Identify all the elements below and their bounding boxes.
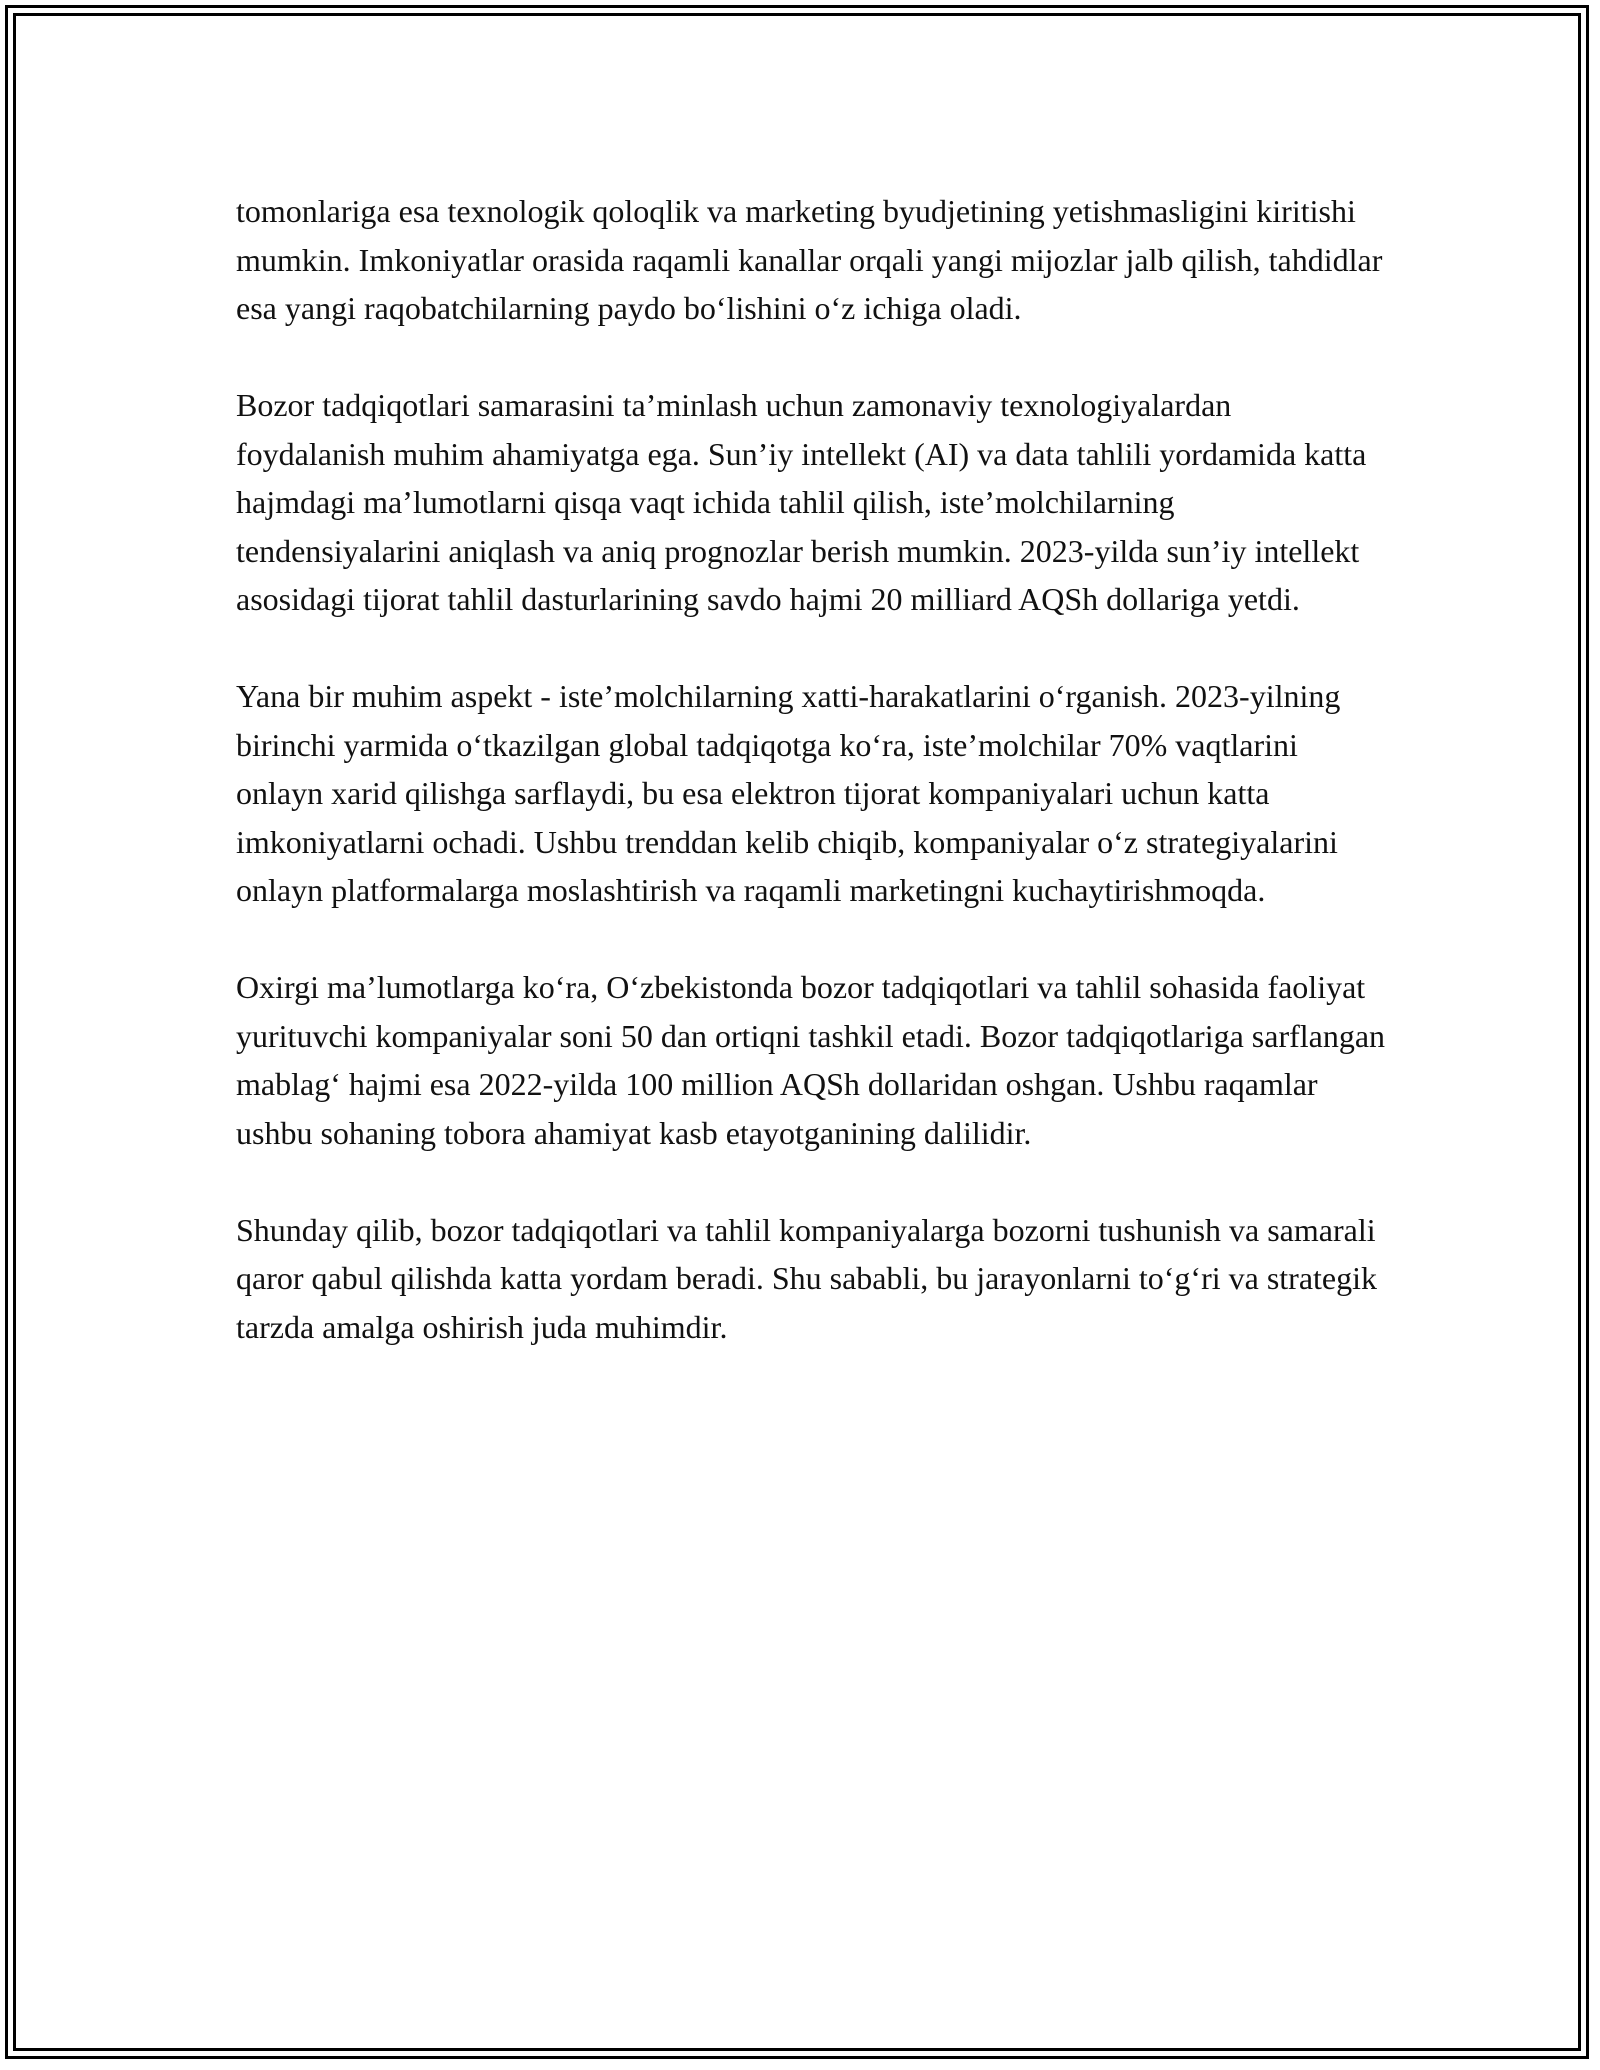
document-body <box>236 187 1386 1400</box>
paragraph-2: Bozor tadqiqotlari samarasini ta’minlash uchun zamonaviy texnologiyalardan foydalanish muhim ahamiyatga ega. Sun’iy intellekt (AI) va data tahlili yordamida katta hajmdagi ma’lumotlarni qisqa vaqt ichida tahlil qilish, iste’molchilarning tendensiyalarini aniqlash va aniq prognozlar berish mumkin. 2023-yilda sun’iy intellekt asosidagi tijorat tahlil dasturlarining savdo hajmi 20 milliard AQSh dollariga yetdi. <box>236 387 1367 617</box>
paragraph-1: tomonlariga esa texnologik qoloqlik va marketing byudjetining yetishmasligini kiritishi mumkin. Imkoniyatlar orasida raqamli kanallar orqali yangi mijozlar jalb qilish, tahdidlar esa yangi raqobatchilarning paydo bo‘lishini o‘z ichiga oladi. <box>236 193 1383 326</box>
paragraph-5: Shunday qilib, bozor tadqiqotlari va tahlil kompaniyalarga bozorni tushunish va samarali qaror qabul qilishda katta yordam beradi. Shu sababli, bu jarayonlarni to‘g‘ri va strategik tarzda amalga oshirish juda muhimdir. <box>236 1211 1377 1345</box>
paragraph-4: Oxirgi ma’lumotlarga ko‘ra, O‘zbekistonda bozor tadqiqotlari va tahlil sohasida faoliyat yurituvchi kompaniyalar soni 50 dan ortiqni tashkil etadi. Bozor tadqiqotlariga sarflangan mablag‘ hajmi esa 2022-yilda 100 million AQSh dollaridan oshgan. Ushbu raqamlar ushbu sohaning tobora ahamiyat kasb etayotganining dalilidir. <box>236 969 1386 1151</box>
paragraph-3: Yana bir muhim aspekt - iste’molchilarning xatti-harakatlarini o‘rganish. 2023-yilning birinchi yarmida o‘tkazilgan global tadqiqotga ko‘ra, iste’molchilar 70% vaqtlarini onlayn xarid qilishga sarflaydi, bu esa elektron tijorat kompaniyalari uchun katta imkoniyatlarni ochadi. Ushbu trenddan kelib chiqib, kompaniyalar o‘z strategiyalarini onlayn platformalarga moslashtirish va raqamli marketingni kuchaytirishmoqda. <box>236 678 1341 908</box>
